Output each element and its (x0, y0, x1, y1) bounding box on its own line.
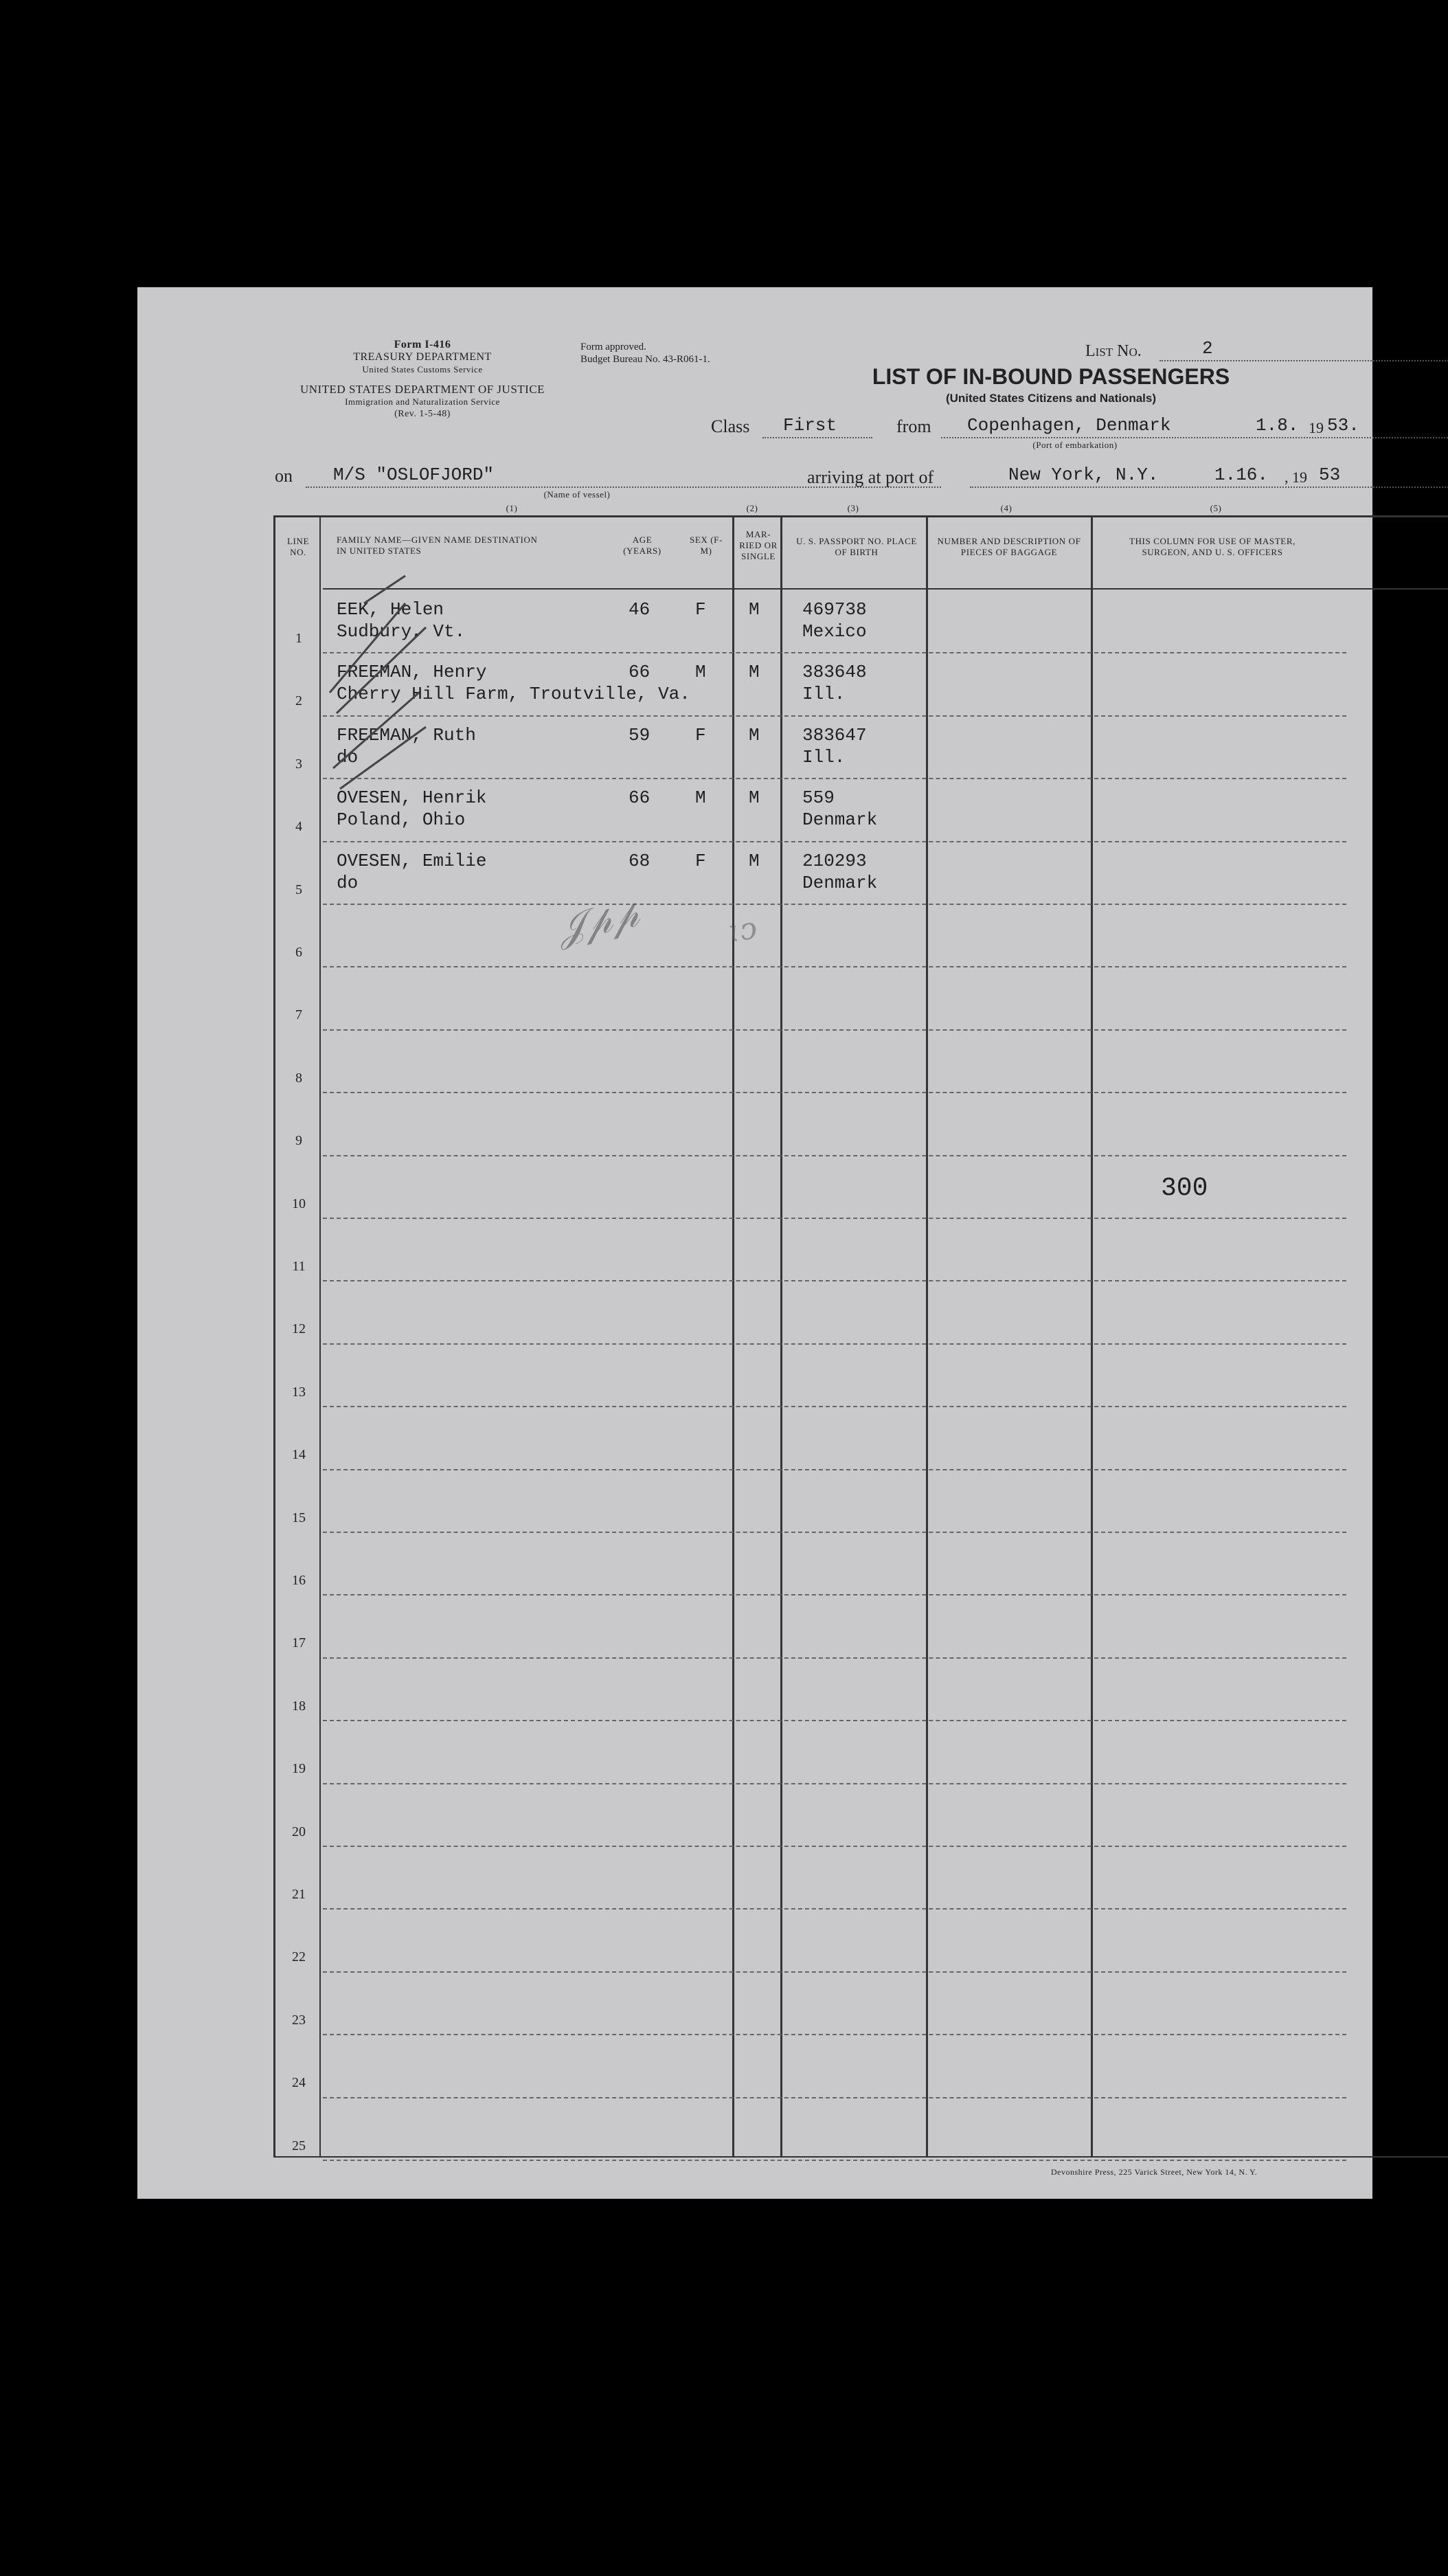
passport-col-divider (926, 515, 928, 2158)
row-separator (323, 1971, 1346, 1973)
passenger-birthplace: Ill. (802, 684, 846, 705)
class-line (762, 437, 872, 438)
treasury-dept: TREASURY DEPARTMENT (353, 351, 492, 363)
embarkation-caption: (Port of embarkation) (1032, 440, 1118, 450)
row-separator (323, 2097, 1346, 2098)
line-number: 10 (292, 1196, 306, 1211)
passenger-sex: M (695, 662, 706, 683)
list-number-label: List No. (1085, 342, 1142, 360)
line-number: 4 (295, 819, 302, 835)
line-number: 20 (292, 1824, 306, 1839)
passenger-sex: F (695, 850, 706, 871)
passenger-destination: Poland, Ohio (337, 809, 466, 831)
justice-dept: UNITED STATES DEPARTMENT OF JUSTICE (299, 383, 545, 396)
passenger-marital-status: M (749, 662, 760, 683)
arrival-year-prefix: , 19 (1285, 469, 1307, 486)
row-separator (323, 1092, 1346, 1093)
row-separator (323, 1469, 1346, 1470)
embarkation-line (941, 437, 1448, 438)
col-header-passport: U. S. PASSPORT NO. PLACE OF BIRTH (796, 536, 917, 557)
class-value: First (783, 415, 837, 436)
list-number-value: 2 (1202, 338, 1213, 359)
arrival-port: New York, N.Y. (1008, 464, 1159, 485)
col-header-sex: SEX (F-M) (690, 535, 723, 556)
budget-line: Budget Bureau No. 43-R061-1. (580, 354, 710, 365)
row-separator (323, 841, 1346, 842)
passenger-age: 68 (629, 850, 651, 871)
line-number: 6 (295, 945, 302, 960)
arrival-line (970, 486, 1448, 488)
ins-service: Immigration and Naturalization Service (345, 396, 500, 407)
pencil-initials: ɩↄ (725, 910, 760, 950)
baggage-col-divider (1091, 515, 1093, 2158)
arriving-label: arriving at port of (807, 467, 934, 487)
passenger-destination: do (337, 872, 359, 893)
row-separator (323, 1406, 1346, 1407)
passenger-passport: 559 (802, 787, 835, 809)
col-header-line-no: LINE NO. (287, 536, 309, 557)
married-col-divider (780, 515, 782, 2158)
row-separator (323, 1155, 1346, 1156)
row-separator (323, 1908, 1346, 1909)
row-separator (323, 1846, 1346, 1847)
col-header-age: AGE (YEARS) (623, 535, 661, 556)
on-label: on (275, 466, 293, 486)
column-number-1: (1) (506, 503, 518, 513)
table-bottom-border (273, 2156, 1448, 2158)
line-number: 3 (295, 756, 302, 772)
line-number: 25 (292, 2138, 306, 2153)
passenger-name: EEK, Helen (337, 599, 444, 620)
passenger-age: 59 (629, 724, 651, 746)
passenger-birthplace: Denmark (802, 872, 878, 893)
passenger-age: 46 (629, 599, 651, 620)
row-separator (323, 1532, 1346, 1533)
sex-col-divider (732, 515, 734, 2158)
line-number: 13 (292, 1384, 306, 1400)
row-separator (323, 966, 1346, 967)
manifest-sheet (137, 287, 1372, 2199)
passenger-age: 66 (629, 787, 651, 809)
passenger-passport: 383648 (802, 662, 867, 683)
row-separator (323, 904, 1346, 905)
table-top-border (275, 515, 1448, 517)
passenger-name: FREEMAN, Ruth (337, 724, 476, 746)
col-header-baggage: NUMBER AND DESCRIPTION OF PIECES OF BAGGAGE (937, 536, 1081, 557)
port-embarkation: Copenhagen, Denmark (967, 415, 1171, 436)
passenger-sex: F (695, 724, 706, 746)
row-separator (323, 2034, 1346, 2035)
line-number: 21 (292, 1887, 306, 1902)
form-number: Form I-416 (394, 339, 451, 350)
page-title: LIST OF IN-BOUND PASSENGERS (872, 364, 1230, 389)
budget-approval (580, 341, 710, 366)
line-number: 19 (292, 1761, 306, 1777)
row-separator (323, 1218, 1346, 1219)
row-separator (323, 1720, 1346, 1721)
row-separator (323, 1594, 1346, 1595)
line-number: 18 (292, 1698, 306, 1714)
form-revision: (Rev. 1-5-48) (394, 409, 451, 419)
col-header-married: MAR-RIED OR SINGLE (739, 529, 778, 561)
passenger-passport: 383647 (802, 724, 867, 746)
pencil-signature: 𝒥𝓅𝓅 (554, 891, 643, 952)
passenger-sex: F (695, 599, 706, 620)
line-number: 9 (295, 1133, 302, 1149)
line-number: 7 (295, 1007, 302, 1023)
line-number: 5 (295, 882, 302, 897)
approved-line: Form approved. (580, 341, 646, 352)
table-left-border (273, 515, 275, 2158)
customs-service: United States Customs Service (362, 364, 483, 374)
column-number-5: (5) (1210, 503, 1222, 513)
passenger-marital-status: M (749, 724, 760, 746)
officer-note: 300 (1161, 1174, 1208, 1203)
col-header-name: FAMILY NAME—GIVEN NAME DESTINATION IN UNITED STATES (337, 535, 538, 556)
line-number: 23 (292, 2012, 306, 2028)
line-number: 22 (292, 1949, 306, 1965)
line-number: 17 (292, 1635, 306, 1651)
passenger-marital-status: M (749, 599, 760, 620)
depart-date: 1.8. (1256, 415, 1299, 436)
line-number: 11 (292, 1259, 306, 1274)
passenger-destination: Cherry Hill Farm, Troutville, Va. (337, 684, 690, 705)
passenger-birthplace: Mexico (802, 621, 867, 642)
line-number: 24 (292, 2075, 306, 2091)
col-header-officers: THIS COLUMN FOR USE OF MASTER, SURGEON, AND U. S. OFFICERS (1129, 536, 1296, 557)
arrival-date: 1.16. (1214, 464, 1269, 485)
column-number-4: (4) (1000, 503, 1013, 513)
printer-credit: Devonshire Press, 225 Varick Street, New York 14, N. Y. (1051, 2167, 1258, 2177)
column-number-2: (2) (746, 503, 758, 513)
justice-block (271, 383, 574, 421)
class-label: Class (711, 416, 750, 436)
page-subtitle: (United States Citizens and Nationals) (945, 392, 1157, 405)
arrival-year: 53 (1319, 464, 1341, 485)
row-separator (323, 1783, 1346, 1784)
passenger-age: 66 (629, 662, 651, 683)
vessel-name: M/S "OSLOFJORD" (333, 464, 495, 485)
line-number: 16 (292, 1573, 306, 1588)
passenger-destination: Sudbury, Vt. (337, 621, 466, 642)
depart-year: 53. (1327, 415, 1359, 436)
passenger-marital-status: M (749, 787, 760, 809)
passenger-destination: do (337, 746, 359, 768)
row-separator (323, 1280, 1346, 1281)
passenger-name: FREEMAN, Henry (337, 662, 487, 683)
passenger-sex: M (695, 787, 706, 809)
line-number: 1 (295, 631, 302, 646)
vessel-caption: (Name of vessel) (543, 489, 611, 500)
passenger-name: OVESEN, Henrik (337, 787, 487, 809)
line-number: 2 (295, 693, 302, 709)
row-separator (323, 1029, 1346, 1031)
passenger-marital-status: M (749, 850, 760, 871)
passenger-birthplace: Ill. (802, 746, 846, 768)
line-number: 14 (292, 1447, 306, 1463)
line-number: 12 (292, 1321, 306, 1337)
passenger-birthplace: Denmark (802, 809, 878, 831)
passenger-passport: 210293 (802, 850, 867, 871)
row-separator (323, 1343, 1346, 1345)
line-number: 8 (295, 1070, 302, 1086)
column-number-3: (3) (847, 503, 859, 513)
row-separator (323, 1657, 1346, 1659)
from-label: from (896, 416, 931, 436)
list-number-line (1159, 360, 1448, 361)
passenger-name: OVESEN, Emilie (337, 850, 487, 871)
check-mark-strokes (323, 562, 501, 809)
depart-year-prefix: 19 (1309, 419, 1324, 436)
form-header-left (319, 339, 525, 376)
line-col-divider (319, 515, 321, 2158)
line-number: 15 (292, 1510, 306, 1525)
passenger-passport: 469738 (802, 599, 867, 620)
row-separator (323, 2160, 1346, 2161)
